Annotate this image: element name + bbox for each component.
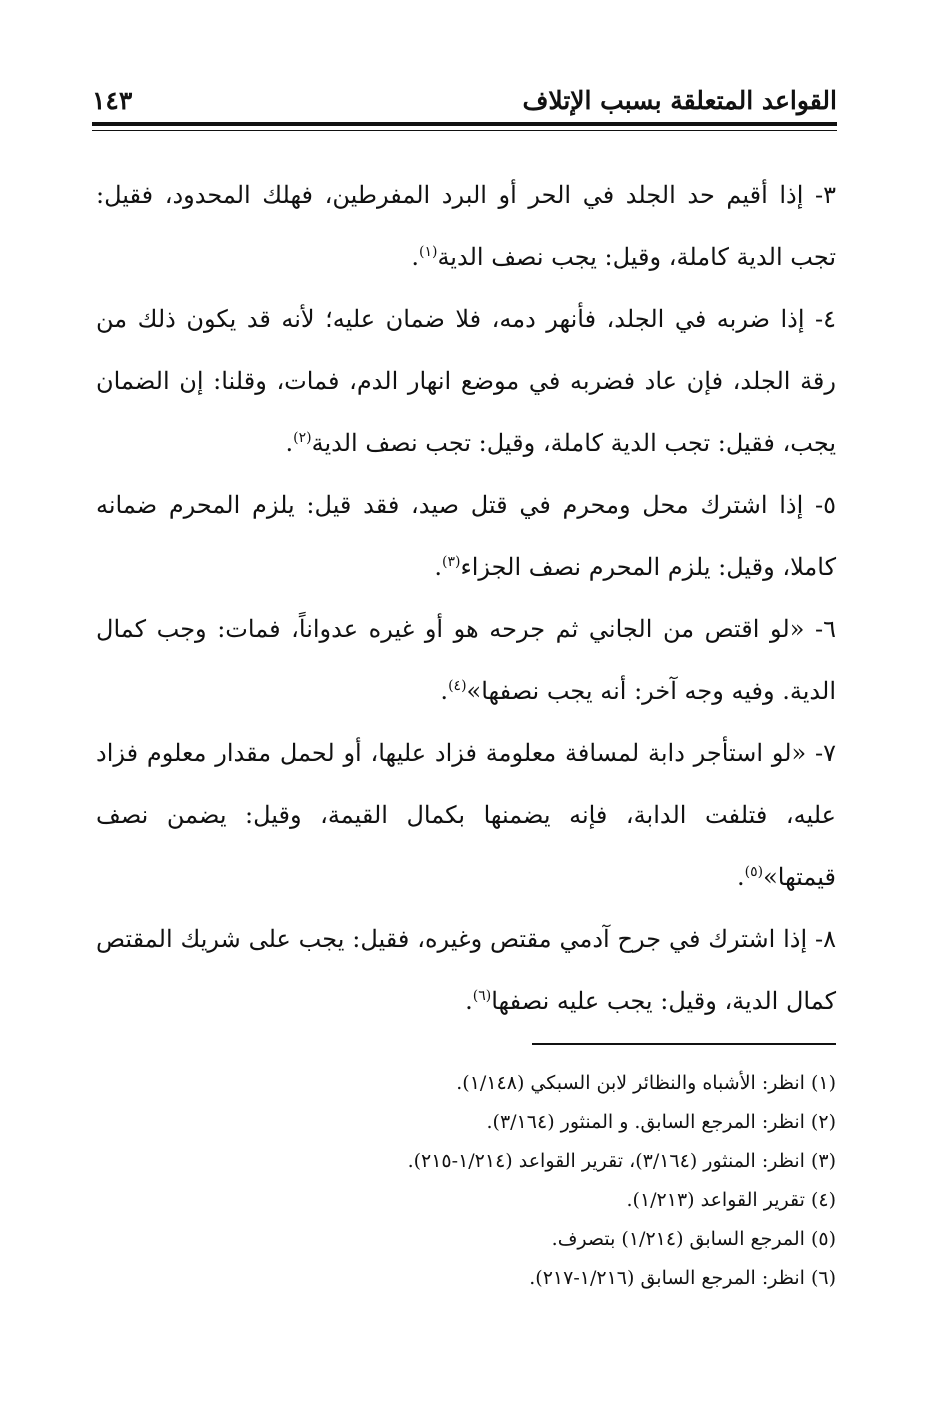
body-text <box>96 164 836 1032</box>
paragraph-text: ٧- «لو استأجر دابة لمسافة معلومة فزاد عليها، أو لحمل مقدار معلوم فزاد عليه، فتلفت الدابة، فإنه يضمنها بكمال القيمة، وقيل: يضمن نصف قيمتها» <box>96 739 837 891</box>
paragraph-3 <box>96 164 836 288</box>
header-rule-thin <box>92 130 837 131</box>
footnote-ref: (٣) <box>441 554 461 570</box>
page-number: ١٤٣ <box>92 86 133 115</box>
footnote-ref: (٦) <box>472 988 492 1004</box>
paragraph-end: . <box>737 863 745 891</box>
paragraph-5 <box>96 474 836 598</box>
paragraph-text: ٥- إذا اشترك محل ومحرم في قتل صيد، فقد قيل: يلزم المحرم ضمانه كاملا، وقيل: يلزم المحرم نصف الجزاء <box>96 491 836 581</box>
footnote-1: (١) انظر: الأشباه والنظائر لابن السبكي (١/١٤٨). <box>456 1072 836 1094</box>
footnote-2: (٢) انظر: المرجع السابق. و المنثور (٣/١٦٤). <box>486 1111 836 1133</box>
footnote-ref: (٥) <box>744 864 764 880</box>
header-title: القواعد المتعلقة بسبب الإتلاف <box>522 86 837 115</box>
footnote-6: (٦) انظر: المرجع السابق (١/٢١٦-٢١٧). <box>529 1267 836 1289</box>
header-rule-thick <box>92 122 837 126</box>
paragraph-text: ٣- إذا أقيم حد الجلد في الحر أو البرد المفرطين، فهلك المحدود، فقيل: تجب الدية كاملة، وقيل: يجب نصف الدية <box>96 181 836 271</box>
paragraph-end: . <box>411 243 419 271</box>
paragraph-text: ٨- إذا اشترك في جرح آدمي مقتص وغيره، فقيل: يجب على شريك المقتص كمال الدية، وقيل: يجب عليه نصفها <box>96 925 836 1015</box>
footnote-3: (٣) انظر: المنثور (٣/١٦٤)، تقرير القواعد (١/٢١٤-٢١٥). <box>407 1150 836 1172</box>
paragraph-text: ٦- «لو اقتص من الجاني ثم جرحه هو أو غيره عدواناً، فمات: وجب كمال الدية. وفيه وجه آخر: أنه يجب نصفها» <box>96 615 836 705</box>
footnote-ref: (١) <box>418 244 438 260</box>
footnote-5: (٥) المرجع السابق (١/٢١٤) بتصرف. <box>551 1228 836 1250</box>
paragraph-text: ٤- إذا ضربه في الجلد، فأنهر دمه، فلا ضمان عليه؛ لأنه قد يكون ذلك من رقة الجلد، فإن عاد فضربه في موضع انهار الدم، فمات، وقلنا: إن الضمان يجب، فقيل: تجب الدية كاملة، وقيل: تجب نصف الدية <box>96 305 836 457</box>
footnote-ref: (٢) <box>293 430 312 446</box>
paragraph-end: . <box>285 429 294 457</box>
paragraph-end: . <box>440 677 449 705</box>
paragraph-7 <box>96 722 836 908</box>
paragraph-end: . <box>434 553 442 581</box>
footnote-separator <box>532 1043 836 1045</box>
paragraph-4 <box>96 288 836 474</box>
paragraph-8 <box>96 908 836 1032</box>
footnote-ref: (٤) <box>448 678 467 694</box>
running-header <box>92 82 837 118</box>
footnote-4: (٤) تقرير القواعد (١/٢١٣). <box>626 1189 836 1211</box>
paragraph-end: . <box>465 987 473 1015</box>
paragraph-6 <box>96 598 836 722</box>
footnotes <box>96 1064 836 1298</box>
